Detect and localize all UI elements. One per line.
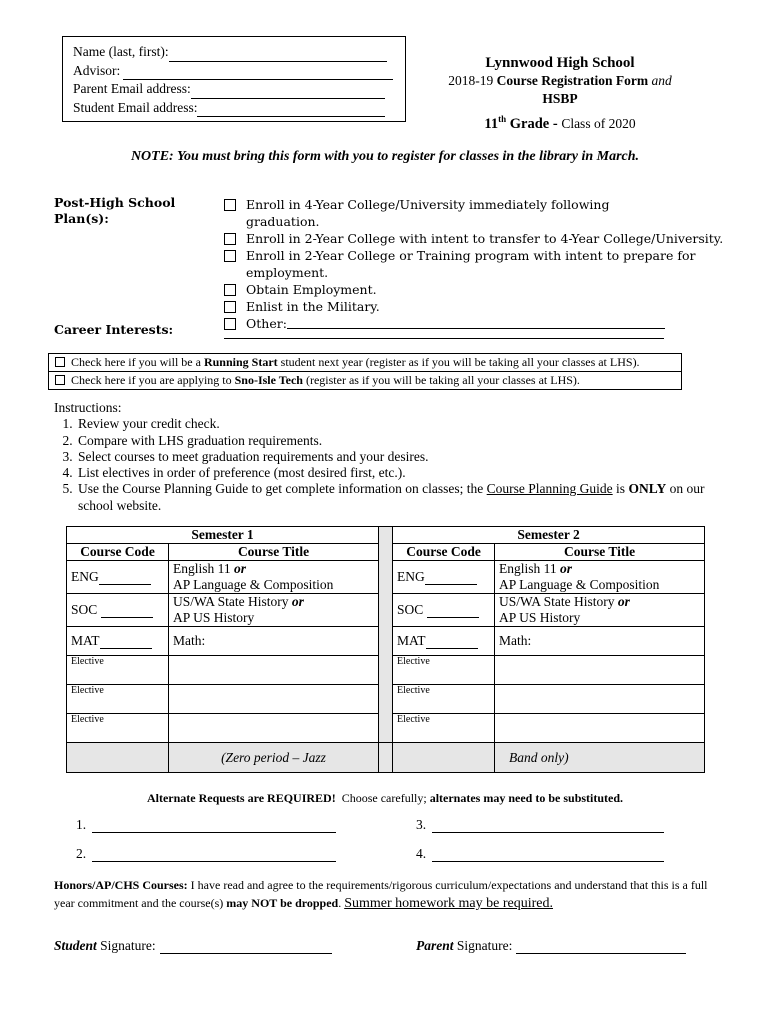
checkbox[interactable]: [224, 233, 236, 245]
zero-period-cell: [67, 743, 169, 773]
parent-signature-field[interactable]: [516, 940, 686, 954]
eng-title-cell: English 11 or AP Language & Composition: [495, 561, 705, 594]
checkbox[interactable]: [55, 375, 65, 385]
career-interests-label: Career Interests:: [54, 322, 174, 337]
name-row: [73, 43, 405, 62]
eng-code-cell[interactable]: ENG: [393, 561, 495, 594]
plan-option[interactable]: Enroll in 4-Year College/University immediately following graduation.: [224, 196, 746, 230]
elective-title-cell[interactable]: [495, 685, 705, 714]
instructions: [54, 400, 731, 514]
career-interests-field[interactable]: [224, 338, 664, 339]
checkbox[interactable]: [224, 284, 236, 296]
alternate-3[interactable]: 3.: [416, 817, 664, 833]
soc-code-cell[interactable]: SOC: [67, 594, 169, 627]
instruction-item: 1. Review your credit check.: [76, 416, 731, 432]
eng-title-cell: English 11 or AP Language & Composition: [169, 561, 379, 594]
elective-title-cell[interactable]: [495, 656, 705, 685]
alternate-2[interactable]: 2.: [76, 846, 336, 862]
advisor-row: [73, 62, 405, 81]
elective-title-cell[interactable]: [495, 714, 705, 743]
semester1-header: Semester 1: [67, 527, 379, 544]
elective-code-cell[interactable]: Elective: [67, 656, 169, 685]
instructions-list: [54, 416, 731, 514]
plan-option-other[interactable]: Other:: [224, 315, 746, 332]
plan-option[interactable]: Enlist in the Military.: [224, 298, 746, 315]
mat-code-cell[interactable]: MAT: [67, 627, 169, 656]
alternates-heading: Alternate Requests are REQUIRED! Choose carefully; alternates may need to be substituted.: [146, 791, 624, 805]
soc-title-cell: US/WA State History or AP US History: [169, 594, 379, 627]
plans-list: [224, 196, 746, 332]
zero-period-cell: (Zero period – Jazz: [169, 743, 379, 773]
checkbox[interactable]: [224, 318, 236, 330]
math-title-cell[interactable]: Math:: [495, 627, 705, 656]
elective-title-cell[interactable]: [169, 714, 379, 743]
checkbox[interactable]: [224, 301, 236, 313]
student-email-field[interactable]: [197, 102, 385, 117]
alternate-4[interactable]: 4.: [416, 846, 664, 862]
elective-code-cell[interactable]: Elective: [393, 714, 495, 743]
zero-period-cell: Band only): [495, 743, 705, 773]
school-name: Lynnwood High School: [485, 55, 635, 71]
course-title-header: Course Title: [495, 544, 705, 561]
grade-line: 11th Grade - Class of 2020: [484, 114, 636, 132]
registration-note: NOTE: You must bring this form with you to register for classes in the library in March.: [130, 149, 640, 164]
parent-email-field[interactable]: [191, 84, 385, 99]
parent-email-label: Parent Email address:: [73, 81, 191, 96]
student-signature[interactable]: Student Signature:: [54, 938, 332, 954]
eng-code-cell[interactable]: ENG: [67, 561, 169, 594]
course-code-header: Course Code: [393, 544, 495, 561]
instruction-item: 5. Use the Course Planning Guide to get complete information on classes; the Course Planning Guide is ONLY on our school website.: [76, 481, 731, 514]
semester2-header: Semester 2: [393, 527, 705, 544]
plan-option[interactable]: Enroll in 2-Year College or Training program with intent to prepare for employment.: [224, 247, 746, 281]
name-label: Name (last, first):: [73, 44, 169, 59]
form-title: 2018-19 Course Registration Form and HSBP: [448, 73, 672, 106]
other-field[interactable]: [287, 315, 665, 329]
instruction-item: 3. Select courses to meet graduation requirements and your desires.: [76, 449, 731, 465]
alternate-1[interactable]: 1.: [76, 817, 336, 833]
elective-code-cell[interactable]: Elective: [393, 656, 495, 685]
elective-title-cell[interactable]: [169, 685, 379, 714]
checkbox[interactable]: [55, 357, 65, 367]
mat-code-cell[interactable]: MAT: [393, 627, 495, 656]
elective-title-cell[interactable]: [169, 656, 379, 685]
instructions-title: Instructions:: [54, 400, 122, 415]
student-info-box: [62, 36, 406, 122]
plans-label: Post-High School Plan(s):: [54, 195, 176, 226]
advisor-label: Advisor:: [73, 62, 121, 78]
school-header: [430, 54, 690, 135]
elective-code-cell[interactable]: Elective: [393, 685, 495, 714]
course-table: [66, 526, 705, 773]
plan-option[interactable]: Obtain Employment.: [224, 281, 746, 298]
course-code-header: Course Code: [67, 544, 169, 561]
zero-period-cell: [393, 743, 495, 773]
checkbox[interactable]: [224, 250, 236, 262]
student-signature-field[interactable]: [160, 940, 332, 954]
student-email-label: Student Email address:: [73, 99, 198, 115]
instruction-item: 4. List electives in order of preference (most desired first, etc.).: [76, 465, 731, 481]
program-check-table: [48, 353, 682, 390]
zero-period-cell: [379, 743, 393, 773]
table-divider: [379, 527, 393, 743]
honors-statement: Honors/AP/CHS Courses: I have read and agree to the requirements/rigorous curriculum/expectations and understand that this is a full year commitment and the course(s) may NOT be dropped. Summer homework may be required.: [54, 878, 708, 911]
student-email-row: [73, 99, 405, 118]
running-start-row[interactable]: Check here if you will be a Running Start student next year (register as if you will be taking all your classes at LHS).: [49, 354, 682, 372]
advisor-field[interactable]: [123, 65, 393, 80]
parent-email-row: [73, 80, 405, 99]
elective-code-cell[interactable]: Elective: [67, 685, 169, 714]
soc-title-cell: US/WA State History or AP US History: [495, 594, 705, 627]
elective-code-cell[interactable]: Elective: [67, 714, 169, 743]
plan-option[interactable]: Enroll in 2-Year College with intent to transfer to 4-Year College/University.: [224, 230, 746, 247]
sno-isle-row[interactable]: Check here if you are applying to Sno-Isle Tech (register as if you will be taking all your classes at LHS).: [49, 372, 682, 390]
name-field[interactable]: [169, 47, 387, 62]
checkbox[interactable]: [224, 199, 236, 211]
soc-code-cell[interactable]: SOC: [393, 594, 495, 627]
math-title-cell[interactable]: Math:: [169, 627, 379, 656]
parent-signature[interactable]: Parent Signature:: [416, 938, 686, 954]
instruction-item: 2. Compare with LHS graduation requirements.: [76, 433, 731, 449]
course-title-header: Course Title: [169, 544, 379, 561]
